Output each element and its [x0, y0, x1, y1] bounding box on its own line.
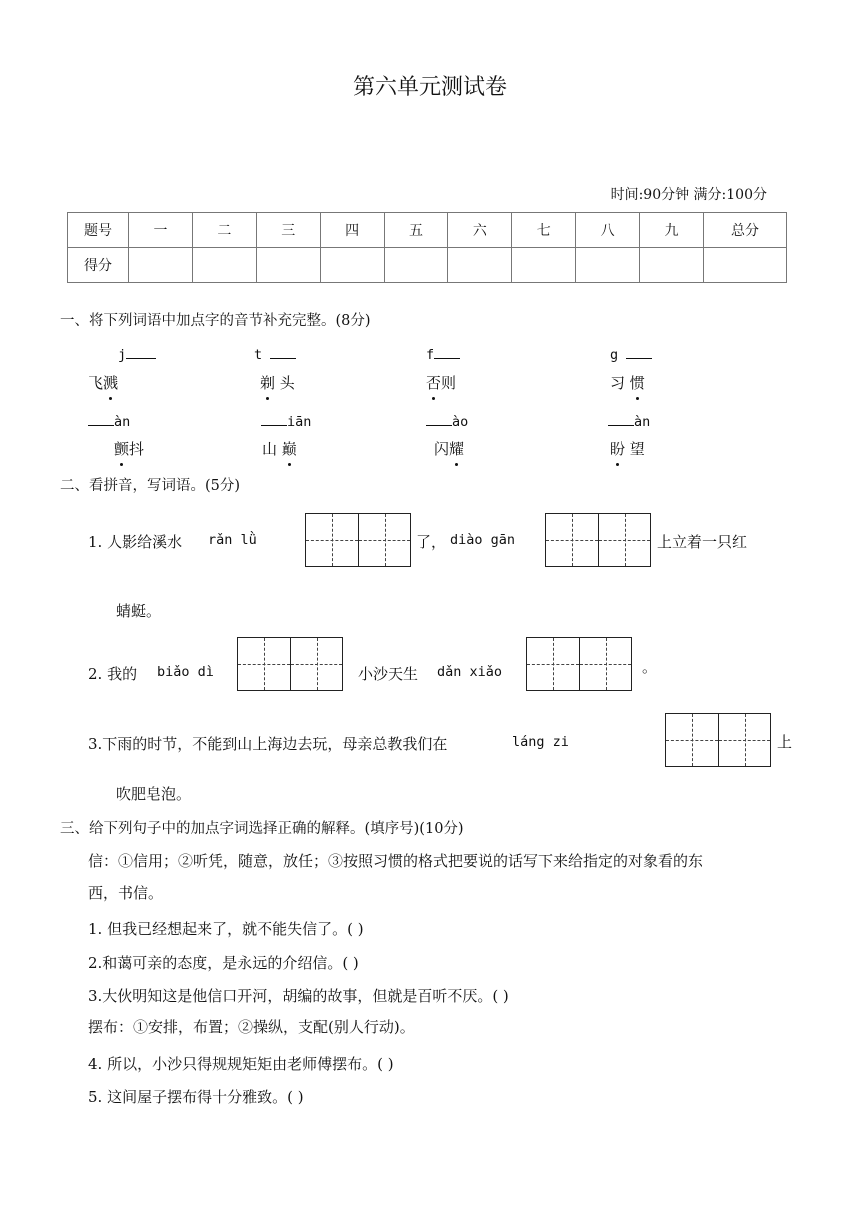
score-header-cell: 九 [640, 213, 704, 248]
definition-xin-cont: 西，书信。 [88, 884, 164, 902]
pinyin-answer-7[interactable] [426, 414, 468, 430]
writing-grid[interactable] [526, 637, 632, 691]
grid-cell[interactable] [598, 514, 650, 566]
score-cell[interactable] [448, 248, 512, 283]
score-cell[interactable] [129, 248, 193, 283]
pinyin-suffix: àn [114, 414, 131, 430]
q2-3-continuation: 吹肥皂泡。 [116, 785, 192, 803]
word-item-3 [426, 372, 456, 393]
pinyin-answer-2[interactable] [254, 347, 296, 363]
q2-3-end: 上 [777, 733, 793, 751]
score-table [67, 212, 787, 283]
score-cell[interactable] [256, 248, 320, 283]
word-text: 抖 [129, 440, 145, 458]
answer-blank[interactable] [270, 357, 296, 359]
word-text: 望 [625, 440, 645, 458]
score-cell[interactable] [576, 248, 640, 283]
score-header-cell: 五 [384, 213, 448, 248]
pinyin-answer-4[interactable] [610, 347, 652, 363]
answer-blank[interactable] [434, 357, 460, 359]
word-text: 则 [441, 374, 457, 392]
pinyin-prefix: g [610, 347, 619, 363]
grid-cell[interactable] [290, 638, 342, 690]
writing-grid[interactable] [305, 513, 411, 567]
question-3-5[interactable]: 5. 这间屋子摆布得十分雅致。( ) [88, 1088, 304, 1106]
section3-heading: 三、给下列句子中的加点字词选择正确的解释。(填序号)(10分) [60, 821, 464, 837]
question-3-3[interactable]: 3.大伙明知这是他信口开河，胡编的故事，但就是百听不厌。( ) [88, 987, 509, 1005]
pinyin-prefix: t [254, 347, 263, 363]
score-cell[interactable] [192, 248, 256, 283]
pinyin-answer-1[interactable] [118, 347, 156, 363]
grid-cell[interactable] [306, 514, 358, 566]
score-header-cell: 四 [320, 213, 384, 248]
section2-heading: 二、看拼音，写词语。(5分) [60, 478, 241, 494]
q2-2-end: 。 [642, 658, 658, 676]
page-title: 第六单元测试卷 [352, 75, 507, 100]
score-cell[interactable] [320, 248, 384, 283]
pinyin-suffix: ào [452, 414, 469, 430]
q2-3-pinyin: láng zi [512, 734, 569, 750]
score-cell[interactable] [512, 248, 576, 283]
q2-1-text: 1. 人影给溪水 [88, 533, 183, 551]
word-item-5 [114, 438, 144, 459]
pinyin-suffix: àn [634, 414, 651, 430]
q2-2-text: 2. 我的 [88, 665, 138, 683]
writing-grid[interactable] [665, 713, 771, 767]
word-item-2 [260, 372, 295, 393]
question-3-2[interactable]: 2.和蔼可亲的态度，是永远的介绍信。( ) [88, 954, 359, 972]
dotted-char: 颤 [114, 440, 130, 458]
answer-blank[interactable] [608, 424, 634, 426]
q2-2-pinyin-1: biǎo dì [157, 664, 214, 680]
q2-2-pinyin-2: dǎn xiǎo [437, 664, 503, 680]
score-header-cell: 七 [512, 213, 576, 248]
score-header-cell: 总分 [704, 213, 787, 248]
dotted-char: 盼 [610, 440, 626, 458]
q2-1-text: 了， [416, 533, 447, 551]
q2-2-text: 小沙天生 [358, 665, 419, 683]
pinyin-answer-3[interactable] [426, 347, 460, 363]
score-row-label: 得分 [68, 248, 129, 283]
question-3-4[interactable]: 4. 所以，小沙只得规规矩矩由老师傅摆布。( ) [88, 1055, 394, 1073]
word-text: 习 [610, 374, 630, 392]
score-header-cell: 题号 [68, 213, 129, 248]
q2-1-pinyin-2: diào gān [450, 532, 516, 548]
q2-3-text: 3.下雨的时节，不能到山上海边去玩，母亲总教我们在 [88, 735, 448, 753]
score-table-header-row [68, 213, 787, 248]
section1-heading: 一、将下列词语中加点字的音节补充完整。(8分) [60, 313, 371, 329]
score-cell[interactable] [640, 248, 704, 283]
q2-1-text: 上立着一只红 [657, 533, 748, 551]
word-text: 飞 [88, 374, 104, 392]
pinyin-suffix: iān [287, 414, 312, 430]
word-item-1 [88, 372, 118, 393]
word-item-7 [434, 438, 464, 459]
word-item-8 [610, 438, 645, 459]
dotted-char: 巅 [281, 440, 297, 458]
grid-cell[interactable] [718, 714, 770, 766]
dotted-char: 否 [426, 374, 442, 392]
writing-grid[interactable] [545, 513, 651, 567]
grid-cell[interactable] [546, 514, 598, 566]
answer-blank[interactable] [626, 357, 652, 359]
answer-blank[interactable] [426, 424, 452, 426]
dotted-char: 溅 [103, 374, 119, 392]
score-header-cell: 二 [192, 213, 256, 248]
score-cell[interactable] [384, 248, 448, 283]
pinyin-answer-5[interactable] [88, 414, 130, 430]
word-item-4 [610, 372, 645, 393]
dotted-char: 剃 [260, 374, 276, 392]
score-header-cell: 八 [576, 213, 640, 248]
answer-blank[interactable] [88, 424, 114, 426]
grid-cell[interactable] [666, 714, 718, 766]
pinyin-prefix: f [426, 347, 435, 363]
definition-xin: 信：①信用；②听凭，随意，放任；③按照习惯的格式把要说的话写下来给指定的对象看的东 [88, 852, 704, 870]
word-text: 山 [262, 440, 282, 458]
dotted-char: 耀 [449, 440, 465, 458]
grid-cell[interactable] [358, 514, 410, 566]
exam-meta: 时间:90分钟 满分:100分 [610, 187, 767, 203]
word-text: 闪 [434, 440, 450, 458]
score-cell[interactable] [704, 248, 787, 283]
writing-grid[interactable] [237, 637, 343, 691]
word-text: 头 [275, 374, 295, 392]
word-item-6 [262, 438, 297, 459]
dotted-char: 惯 [629, 374, 645, 392]
grid-cell[interactable] [527, 638, 579, 690]
question-3-1[interactable]: 1. 但我已经想起来了，就不能失信了。( ) [88, 920, 364, 938]
score-header-cell: 六 [448, 213, 512, 248]
pinyin-answer-8[interactable] [608, 414, 650, 430]
score-header-cell: 三 [256, 213, 320, 248]
q2-1-pinyin-1: rǎn lǜ [208, 532, 257, 548]
score-header-cell: 一 [129, 213, 193, 248]
definition-baibu: 摆布：①安排，布置；②操纵，支配(别人行动)。 [88, 1018, 415, 1036]
grid-cell[interactable] [579, 638, 631, 690]
score-table-score-row [68, 248, 787, 283]
grid-cell[interactable] [238, 638, 290, 690]
pinyin-answer-6[interactable] [261, 414, 311, 430]
pinyin-prefix: j [118, 347, 127, 363]
answer-blank[interactable] [261, 424, 287, 426]
q2-1-continuation: 蜻蜓。 [116, 602, 162, 620]
answer-blank[interactable] [126, 357, 156, 359]
